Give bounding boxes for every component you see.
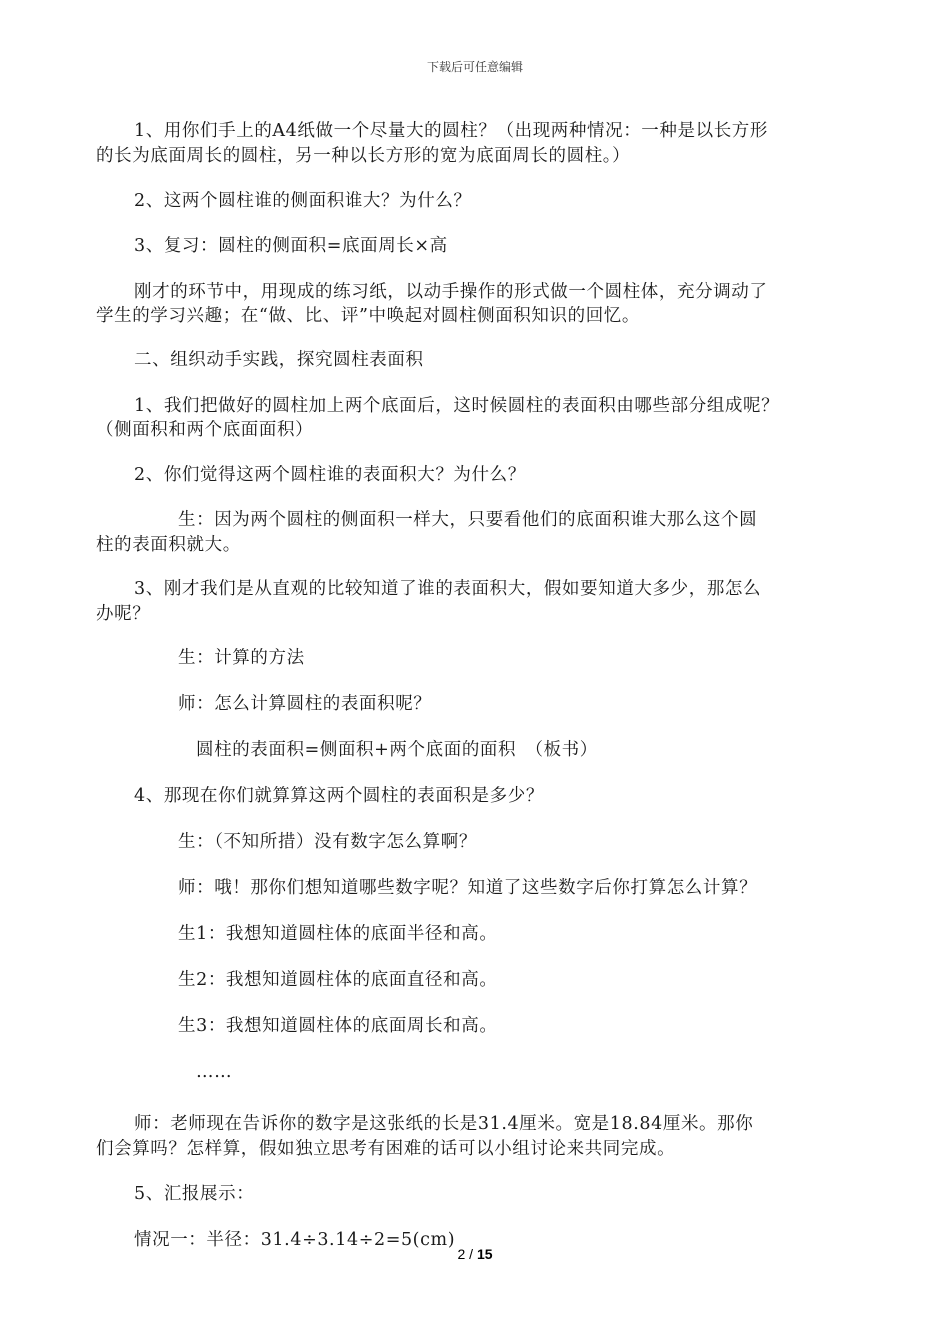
paragraph-line: 学生的学习兴趣；在“做、比、评”中唤起对圆柱侧面积知识的回忆。 — [96, 306, 640, 326]
page-number — [0, 1246, 950, 1262]
dialogue-line: 生1：我想知道圆柱体的底面半径和高。 — [178, 924, 498, 944]
paragraph-line: 3、刚才我们是从直观的比较知道了谁的表面积大，假如要知道大多少，那怎么 — [134, 579, 762, 599]
section-heading: 二、组织动手实践，探究圆柱表面积 — [134, 350, 424, 370]
dialogue-line: 师：哦！那你们想知道哪些数字呢？知道了这些数字后你打算怎么计算？ — [178, 878, 758, 898]
dialogue-line: 生3：我想知道圆柱体的底面周长和高。 — [178, 1016, 498, 1036]
current-page: 2 — [457, 1246, 466, 1262]
paragraph-line: 3、复习：圆柱的侧面积=底面周长×高 — [134, 236, 448, 256]
paragraph-line: 办呢？ — [96, 604, 151, 624]
paragraph-line: （侧面积和两个底面面积） — [96, 420, 314, 440]
dialogue-line: 生2：我想知道圆柱体的底面直径和高。 — [178, 970, 498, 990]
paragraph-line: 1、用你们手上的A4纸做一个尽量大的圆柱？（出现两种情况：一种是以长方形 — [134, 121, 769, 141]
paragraph-line: 刚才的环节中，用现成的练习纸，以动手操作的形式做一个圆柱体，充分调动了 — [134, 282, 768, 302]
paragraph-line: 柱的表面积就大。 — [96, 535, 241, 555]
dialogue-line: 师：怎么计算圆柱的表面积呢？ — [178, 694, 432, 714]
page-separator: / — [465, 1246, 477, 1262]
paragraph-line: 1、我们把做好的圆柱加上两个底面后，这时候圆柱的表面积由哪些部分组成呢？ — [134, 396, 780, 416]
total-pages: 15 — [476, 1246, 493, 1262]
paragraph-line: 生：因为两个圆柱的侧面积一样大，只要看他们的底面积谁大那么这个圆 — [178, 510, 758, 530]
blackboard-formula: 圆柱的表面积=侧面积+两个底面的面积 （板书） — [196, 740, 598, 760]
paragraph-line: 5、汇报展示： — [134, 1184, 255, 1204]
dialogue-line: 生：计算的方法 — [178, 648, 305, 668]
dialogue-line: 生：（不知所措）没有数字怎么算啊？ — [178, 832, 477, 852]
paragraph-line: 2、你们觉得这两个圆柱谁的表面积大？为什么？ — [134, 465, 526, 485]
paragraph-line: 4、那现在你们就算算这两个圆柱的表面积是多少？ — [134, 786, 544, 806]
paragraph-line: 们会算吗？怎样算，假如独立思考有困难的话可以小组讨论来共同完成。 — [96, 1139, 676, 1159]
ellipsis: …… — [196, 1062, 233, 1082]
paragraph-line: 师：老师现在告诉你的数字是这张纸的长是31.4厘米。宽是18.84厘米。那你 — [134, 1114, 754, 1134]
paragraph-line: 2、这两个圆柱谁的侧面积谁大？为什么？ — [134, 191, 472, 211]
paragraph-line: 情况一：半径：31.4÷3.14÷2=5(cm) — [134, 1230, 456, 1250]
paragraph-line: 的长为底面周长的圆柱，另一种以长方形的宽为底面周长的圆柱。） — [96, 146, 631, 166]
page-header: 下载后可任意编辑 — [426, 60, 523, 74]
